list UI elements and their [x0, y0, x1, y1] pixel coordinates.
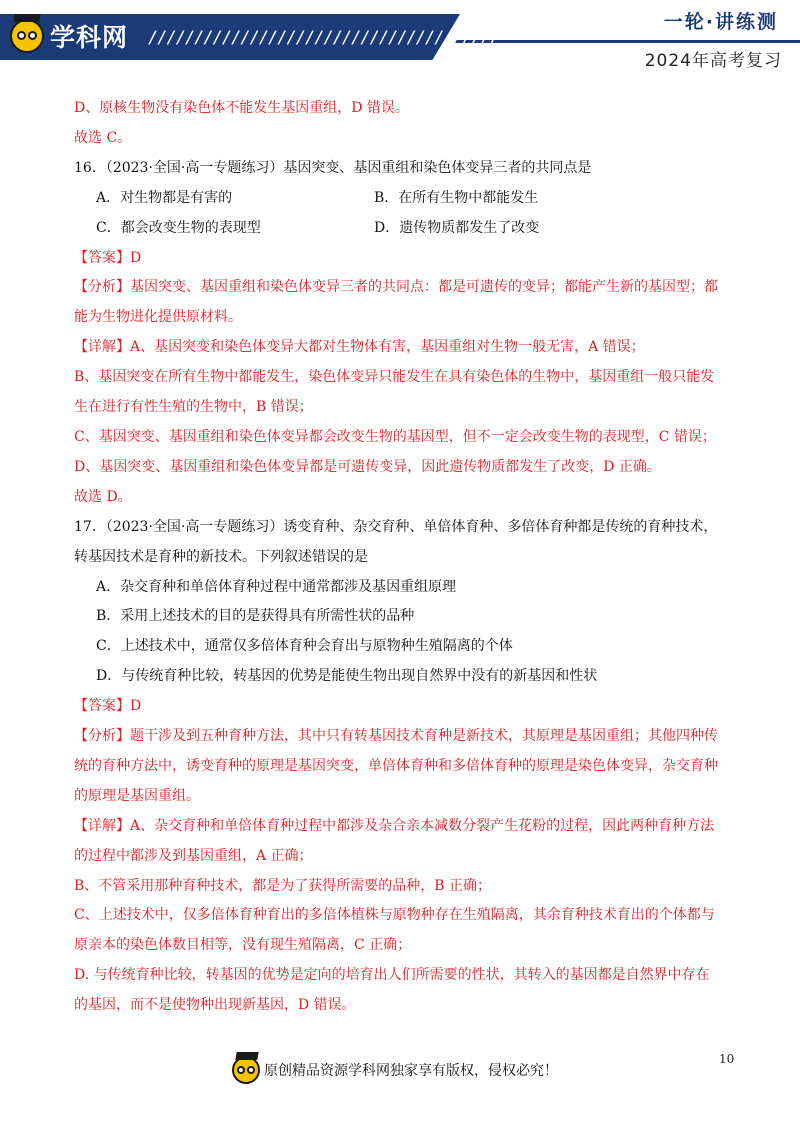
series-subtitle: 2024年高考复习 — [644, 51, 782, 71]
text-line: 16．（2023·全国·高一专题练习）基因突变、基因重组和染色体变异三者的共同点是 — [74, 159, 592, 176]
answer-option: B．采用上述技术的目的是获得具有所需性状的品种 — [96, 608, 415, 625]
answer-option: A．对生物都是有害的 — [96, 189, 233, 206]
text-line: 17．（2023·全国·高一专题练习）诱变育种、杂交育种、单倍体育种、多倍体育种都是传统的育种技术， — [74, 518, 718, 535]
answer-option: C．都会改变生物的表现型 — [96, 219, 261, 236]
text-line: 的过程中都涉及到基因重组，A 正确； — [74, 847, 313, 864]
header-slash-decoration: ////////////////////////////////////// — [148, 28, 499, 48]
mascot-logo-icon — [10, 19, 44, 53]
text-line: 【详解】A、基因突变和染色体变异大都对生物体有害，基因重组对生物一般无害，A 错误； — [74, 339, 645, 356]
answer-option: C．上述技术中，通常仅多倍体育种会育出与原物种生殖隔离的个体 — [96, 638, 513, 655]
text-line: 【答案】D — [74, 698, 142, 715]
option-row — [74, 184, 734, 214]
mascot-logo-icon — [232, 1056, 260, 1084]
answer-option: D．与传统育种比较，转基因的优势是能使生物出现自然界中没有的新基因和性状 — [96, 668, 598, 685]
text-line: 【分析】题干涉及到五种育种方法，其中只有转基因技术育种是新技术，其原理是基因重组；其他四种传 — [74, 728, 718, 745]
header-rule — [455, 40, 800, 43]
text-line: 【答案】D — [74, 249, 142, 266]
text-line: 的原理是基因重组。 — [74, 787, 200, 804]
text-line: B、不管采用那种育种技术，都是为了获得所需要的品种，B 正确； — [74, 877, 492, 894]
text-line: 能为生物进化提供原材料。 — [74, 309, 242, 326]
site-logo — [10, 18, 128, 54]
text-line: 故选 C。 — [74, 129, 132, 146]
text-line: C、基因突变、基因重组和染色体变异都会改变生物的基因型，但不一定会改变生物的表现型，C 错误； — [74, 428, 716, 445]
text-line: D、原核生物没有染色体不能发生基因重组，D 错误。 — [74, 100, 409, 116]
page-number: 10 — [719, 1052, 735, 1066]
text-line: 故选 D。 — [74, 488, 132, 505]
text-line: 【详解】A、杂交育种和单倍体育种过程中都涉及杂合亲本减数分裂产生花粉的过程，因此两种育种方法 — [74, 817, 715, 834]
text-line: 原亲本的染色体数目相等，没有现生殖隔离，C 正确； — [74, 937, 412, 954]
option-row — [74, 214, 734, 244]
page-header — [0, 0, 800, 72]
text-line: 生在进行有性生殖的生物中，B 错误； — [74, 399, 313, 416]
text-line: D、基因突变、基因重组和染色体变异都是可遗传变异，因此遗传物质都发生了改变，D 正确。 — [74, 458, 661, 475]
answer-option: A．杂交育种和单倍体育种过程中通常都涉及基因重组原理 — [96, 578, 457, 595]
document-body — [74, 94, 734, 1021]
copyright-notice: 原创精品资源学科网独家享有版权，侵权必究！ — [264, 1063, 558, 1079]
text-line: 统的育种方法中，诱变育种的原理是基因突变，单倍体育种和多倍体育种的原理是染色体变异，杂交育种 — [74, 757, 718, 774]
answer-option: B．在所有生物中都能发生 — [374, 189, 539, 206]
text-line: B、基因突变在所有生物中都能发生，染色体变异只能发生在具有染色体的生物中，基因重组一般只能发 — [74, 369, 715, 386]
series-title: 一轮·讲练测 — [663, 11, 778, 33]
page-footer — [232, 1056, 558, 1084]
text-line: 【分析】基因突变、基因重组和染色体变异三者的共同点：都是可遗传的变异；都能产生新的基因型；都 — [74, 279, 718, 296]
logo-text: 学科网 — [50, 23, 129, 52]
text-line: 转基因技术是育种的新技术。下列叙述错误的是 — [74, 548, 368, 565]
answer-option: D．遗传物质都发生了改变 — [374, 219, 540, 236]
text-line: C、上述技术中，仅多倍体育种育出的多倍体植株与原物种存在生殖隔离，其余育种技术育出的个体都与 — [74, 907, 715, 924]
text-line: 的基因，而不是使物种出现新基因，D 错误。 — [74, 997, 356, 1014]
text-line: D. 与传统育种比较，转基因的优势是定向的培育出人们所需要的性状，其转入的基因都是自然界中存在 — [74, 967, 710, 984]
